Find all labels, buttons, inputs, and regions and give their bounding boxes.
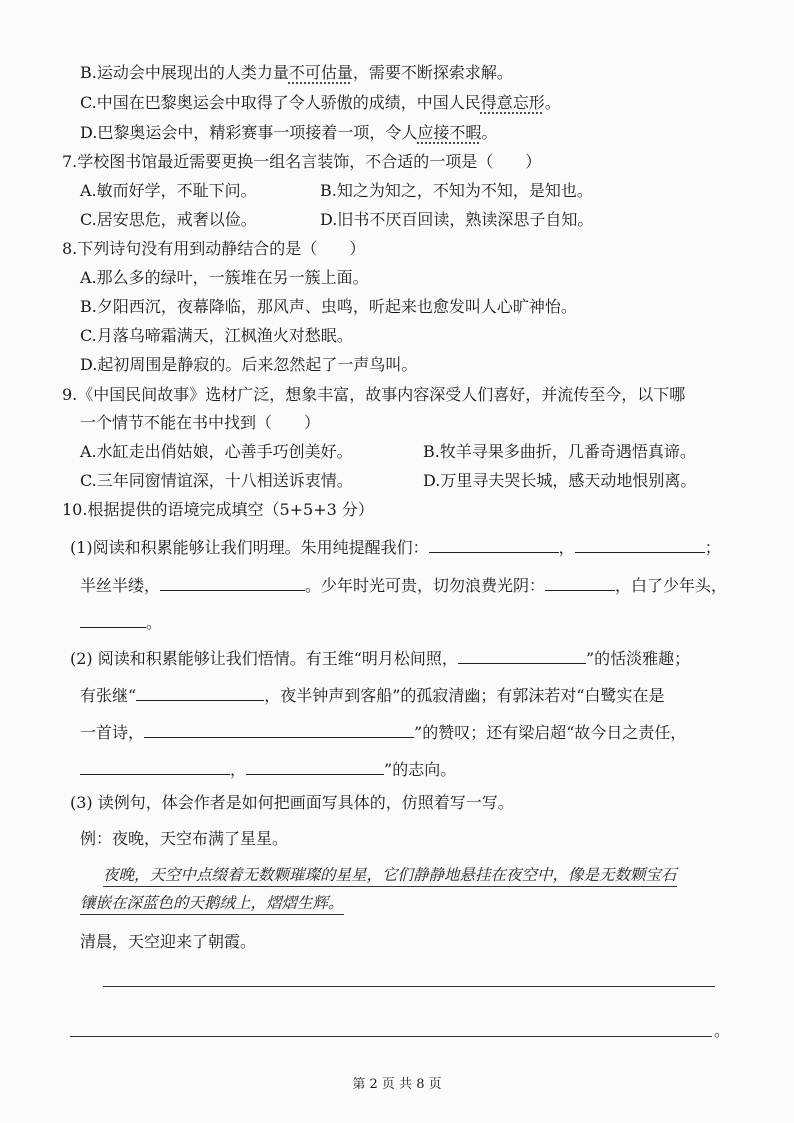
q9-option-a: A.水缸走出俏姑娘，心善手巧创美好。 bbox=[80, 442, 353, 461]
example-answer-line2: 镶嵌在深蓝色的天鹅绒上，熠熠生辉。 bbox=[80, 892, 344, 914]
writing-prompt: 清晨，天空迎来了朝霞。 bbox=[80, 932, 257, 951]
page-footer: 第 2 页 共 8 页 bbox=[352, 1077, 442, 1092]
q9-option-c: C.三年同窗情谊深，十八相送诉衷情。 bbox=[80, 471, 353, 490]
answer-end-period: 。 bbox=[714, 1021, 731, 1040]
q7-option-a: A.敏而好学，不耻下问。 bbox=[80, 181, 257, 200]
q10-part2-line1: (2) 阅读和积累能够让我们悟情。有王维“明月松间照， ”的恬淡雅趣； bbox=[70, 645, 690, 670]
blank-4[interactable] bbox=[545, 572, 615, 591]
q9-option-b: B.牧羊寻果多曲折，几番奇遇悟真谛。 bbox=[423, 442, 696, 461]
q8-option-d: D.起初周围是静寂的。后来忽然起了一声鸟叫。 bbox=[80, 355, 418, 374]
q9-option-d: D.万里寻夫哭长城，感天动地恨别离。 bbox=[423, 471, 697, 490]
q8-option-b: B.夕阳西沉，夜幕降临，那风声、虫鸣，听起来也愈发叫人心旷神怡。 bbox=[80, 297, 577, 316]
q6-option-b: B.运动会中展现出的人类力量不可估量，需要不断探索求解。 bbox=[80, 63, 513, 82]
blank-1[interactable] bbox=[429, 534, 559, 553]
blank-2[interactable] bbox=[575, 534, 705, 553]
q7-option-b: B.知之为知之，不知为不知，是知也。 bbox=[320, 181, 593, 200]
blank-6[interactable] bbox=[458, 645, 586, 664]
q7-option-d: D.旧书不厌百回读，熟读深思子自知。 bbox=[320, 210, 594, 229]
q10-part1-line3: 。 bbox=[80, 609, 162, 634]
q10-part3-stem: (3) 读例句，体会作者是如何把画面写具体的，仿照着写一写。 bbox=[70, 793, 514, 812]
example-answer-line1: 夜晚，天空中点缀着无数颗璀璨的星星，它们静静地悬挂在夜空中，像是无数颗宝石 bbox=[103, 864, 677, 886]
blank-8[interactable] bbox=[144, 719, 414, 738]
example-sentence: 例：夜晚，天空布满了星星。 bbox=[80, 829, 289, 848]
q7-stem: 7.学校图书馆最近需要更换一组名言装饰，不合适的一项是（ ） bbox=[62, 152, 542, 171]
blank-3[interactable] bbox=[160, 572, 305, 591]
blank-7[interactable] bbox=[136, 682, 264, 701]
answer-line-2[interactable] bbox=[70, 1036, 712, 1037]
q10-stem: 10.根据提供的语境完成填空（5+5+3 分） bbox=[62, 500, 374, 519]
answer-line-1[interactable] bbox=[103, 986, 715, 987]
q10-part2-line2: 有张继“ ，夜半钟声到客船”的孤寂清幽；有郭沫若对“白鹭实在是 bbox=[80, 682, 665, 707]
q10-part2-line4: ， ”的志向。 bbox=[80, 756, 456, 781]
q10-part1-line2: 半丝半缕， 。少年时光可贵，切勿浪费光阴： ，白了少年头， bbox=[80, 572, 727, 597]
blank-9[interactable] bbox=[80, 756, 230, 775]
q10-part1-line1: (1)阅读和积累能够让我们明理。朱用纯提醒我们： ， ； bbox=[70, 534, 721, 559]
q7-option-c: C.居安思危，戒奢以俭。 bbox=[80, 210, 257, 229]
q9-stem-line2: 一个情节不能在书中找到（ ） bbox=[80, 413, 321, 432]
q6-option-c: C.中国在巴黎奥运会中取得了令人骄傲的成绩，中国人民得意忘形。 bbox=[80, 93, 561, 112]
q8-option-a: A.那么多的绿叶，一簇堆在另一簇上面。 bbox=[80, 268, 369, 287]
blank-5[interactable] bbox=[80, 609, 146, 628]
q9-stem-line1: 9.《中国民间故事》选材广泛，想象丰富，故事内容深受人们喜好，并流传至今，以下哪 bbox=[62, 385, 686, 404]
q6-option-d: D.巴黎奥运会中，精彩赛事一项接着一项，令人应接不暇。 bbox=[80, 123, 498, 142]
blank-10[interactable] bbox=[246, 756, 384, 775]
q8-option-c: C.月落乌啼霜满天，江枫渔火对愁眠。 bbox=[80, 326, 353, 345]
q8-stem: 8.下列诗句没有用到动静结合的是（ ） bbox=[62, 239, 366, 258]
q10-part2-line3: 一首诗， ”的赞叹；还有梁启超“故今日之责任， bbox=[80, 719, 686, 744]
